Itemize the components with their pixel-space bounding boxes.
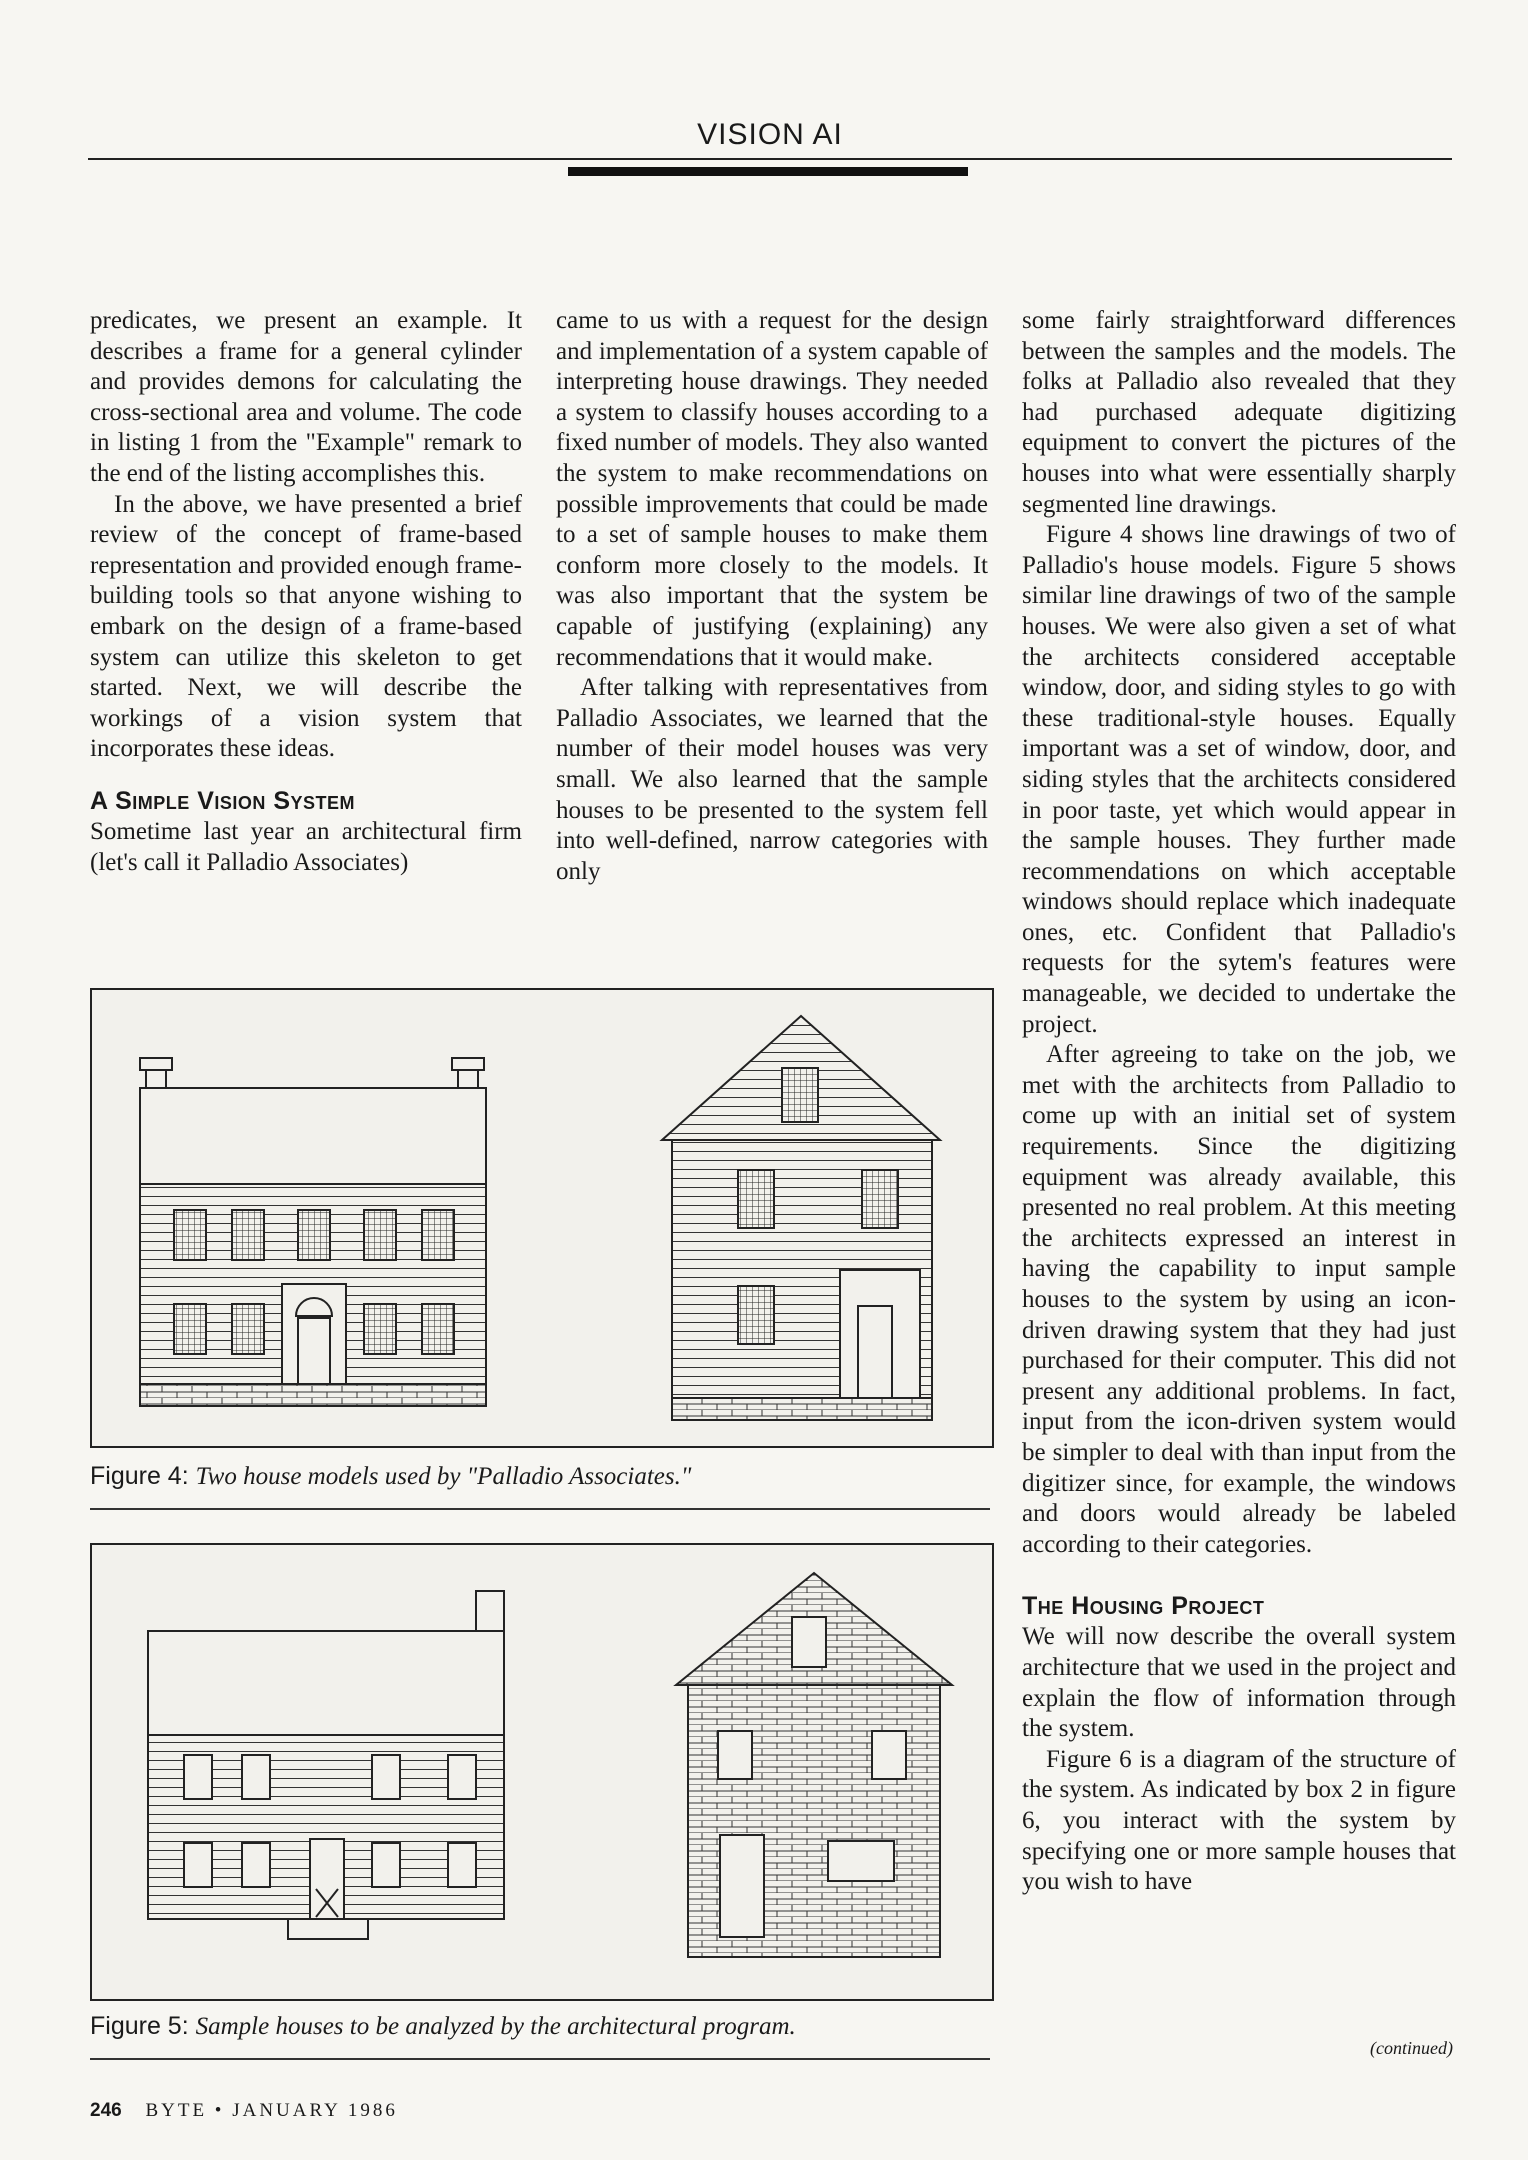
- colonial-house-model: [140, 1058, 486, 1406]
- sample-colonial-house: [148, 1591, 504, 1939]
- col2-paragraph-1: came to us with a request for the design and implementation of a system capable of interpreting house drawings. They needed a system to classify houses according to a fixed number of models. They also wanted the system to make recommendations on possible improvements that could be made to a set of sample houses to make them conform more closely to the models. It was also important that the system be capable of justifying (explaining) any recommendations that it would make.: [556, 307, 988, 671]
- col3-paragraph-4: We will now describe the overall system architecture that we used in the project and explain the flow of information through the system.: [1022, 1623, 1456, 1743]
- figure-5-label: Figure 5:: [90, 2012, 189, 2040]
- column-3: [1022, 306, 1456, 1898]
- col2-paragraph-2: After talking with representatives from Palladio Associates, we learned that the number of their model houses was very small. We also learned that the sample houses to be presented to the system fell into well-defined, narrow categories with only: [556, 674, 988, 885]
- header-rule: [88, 158, 1452, 160]
- header-bar: [568, 167, 968, 176]
- figure-4-caption: [90, 1462, 691, 1491]
- figure-5-caption: [90, 2012, 796, 2041]
- col3-paragraph-1: some fairly straightforward differences between the samples and the models. The folks at Palladio also revealed that they had purchased adequate digitizing equipment to convert the pictures of the houses into what were essentially sharply segmented line drawings.: [1022, 307, 1456, 518]
- sample-gabled-house: [676, 1573, 952, 1957]
- col1-paragraph-1: predicates, we present an example. It describes a frame for a general cylinder and provides demons for calculating the cross-sectional area and volume. The code in listing 1 from the "Example" remark to the end of the listing accomplishes this.: [90, 307, 522, 487]
- figure-5-drawing: [92, 1545, 992, 1999]
- column-2: [556, 306, 988, 887]
- figure-4-drawing: [92, 990, 992, 1446]
- publication-line: BYTE • JANUARY 1986: [145, 2100, 398, 2121]
- continued-note: (continued): [1370, 2038, 1453, 2058]
- figure-4-rule: [90, 1508, 990, 1510]
- col3-paragraph-3: After agreeing to take on the job, we met with the architects from Palladio to come up with an initial set of system requirements. Since the digitizing equipment was already available, this presented no real problem. At this meeting the architects expressed an interest in having the capability to input sample houses to the system by using an icon-driven drawing system that they had just purchased for their computer. This did not present any additional problems. In fact, input from the icon-driven system would be simpler to deal with than input from the digitizer since, for example, the windows and doors would already be labeled according to their categories.: [1022, 1041, 1456, 1558]
- figure-4-label: Figure 4:: [90, 1462, 189, 1490]
- figure-5-rule: [90, 2058, 990, 2060]
- col3-paragraph-2: Figure 4 shows line drawings of two of Palladio's house models. Figure 5 shows similar line drawings of two of the sample houses. We were also given a set of what the architects considered acceptable window, door, and siding styles to go with these traditional-style houses. Equally important was a set of window, door, and siding styles that the architects considered in poor taste, yet which would appear in the sample houses. They further made recommendations on which acceptable windows should replace which inadequate ones, etc. Confident that Palladio's requests for the sytem's features were manageable, we decided to undertake the project.: [1022, 521, 1456, 1038]
- figure-4-caption-text: Two house models used by "Palladio Associates.": [195, 1463, 692, 1490]
- section-heading-simple-vision: A Simple Vision System: [90, 786, 356, 815]
- col3-paragraph-5: Figure 6 is a diagram of the structure of the system. As indicated by box 2 in figure 6, you interact with the system by specifying one or more sample houses that you wish to have: [1022, 1745, 1456, 1896]
- figure-5-sample-houses: [90, 1543, 994, 2001]
- column-1: [90, 306, 522, 878]
- col1-paragraph-2: In the above, we have presented a brief review of the concept of frame-based representation and provided enough frame-building tools so that anyone wishing to embark on the design of a frame-based system can utilize this skeleton to get started. Next, we will describe the workings of a vision system that incorporates these ideas.: [90, 490, 522, 763]
- figure-5-caption-text: Sample houses to be analyzed by the architectural program.: [195, 2013, 796, 2040]
- col1-paragraph-3: Sometime last year an architectural firm (let's call it Palladio Associates): [90, 817, 522, 876]
- gabled-house-model: [662, 1016, 940, 1420]
- page-footer: [90, 2100, 398, 2122]
- page-number: 246: [90, 2100, 122, 2121]
- figure-4-house-models: [90, 988, 994, 1448]
- section-heading-housing-project: The Housing Project: [1022, 1592, 1265, 1621]
- section-title: VISION AI: [697, 118, 843, 151]
